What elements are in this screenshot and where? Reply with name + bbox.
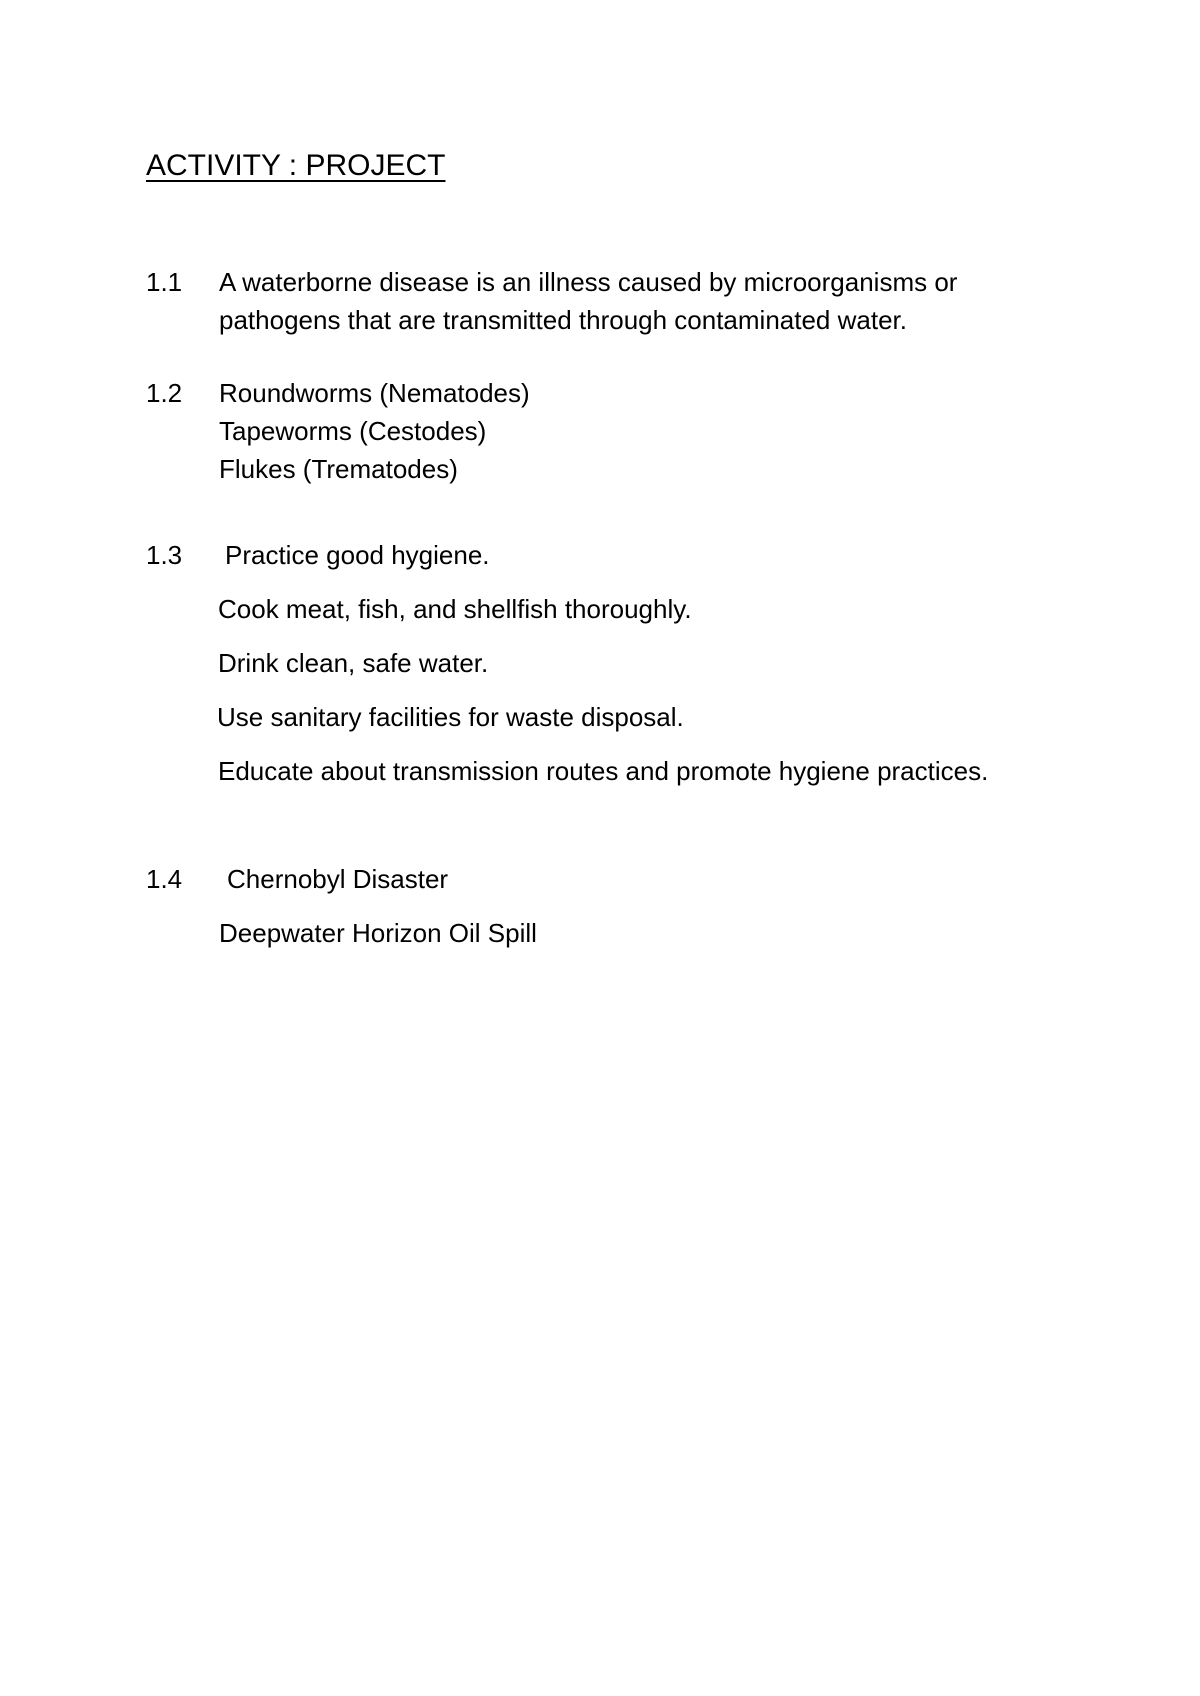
section-1-4-line-1: Chernobyl Disaster: [227, 864, 449, 894]
section-1-3-line-4: Use sanitary facilities for waste disposal.: [217, 702, 684, 732]
section-1-2-line-2: Tapeworms (Cestodes): [219, 416, 487, 446]
page-title: ACTIVITY : PROJECT: [146, 149, 446, 182]
section-number-1-4: 1.4: [146, 864, 183, 894]
section-number-1-2: 1.2: [146, 378, 183, 408]
section-number-1-1: 1.1: [146, 267, 183, 297]
section-1-1-line-1: A waterborne disease is an illness caused by microorganisms or: [219, 267, 958, 297]
section-1-3-line-3: Drink clean, safe water.: [218, 648, 489, 678]
section-1-2-line-1: Roundworms (Nematodes): [219, 378, 530, 408]
section-1-3-line-1: Practice good hygiene.: [225, 540, 490, 570]
section-1-3-line-5: Educate about transmission routes and promote hygiene practices.: [218, 756, 989, 786]
section-1-2-line-3: Flukes (Trematodes): [219, 454, 458, 484]
section-number-1-3: 1.3: [146, 540, 183, 570]
section-1-4-line-2: Deepwater Horizon Oil Spill: [219, 918, 537, 948]
section-1-3-line-2: Cook meat, fish, and shellfish thoroughly.: [218, 594, 692, 624]
section-1-1-line-2: pathogens that are transmitted through contaminated water.: [219, 305, 907, 335]
